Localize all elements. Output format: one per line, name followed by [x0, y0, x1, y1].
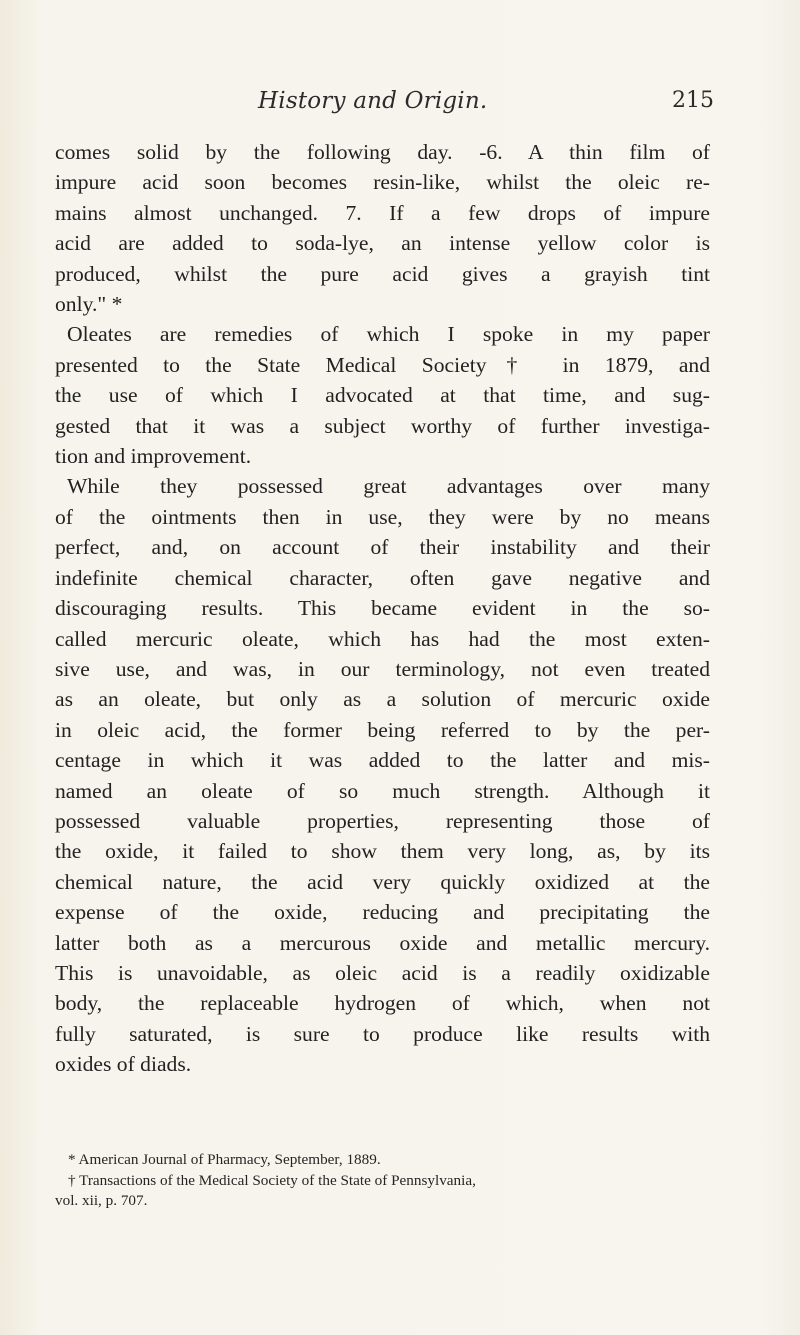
text-line: produced, whilst the pure acid gives a grayish tint: [55, 261, 710, 286]
footnote-continuation: vol. xii, p. 707.: [55, 1192, 148, 1209]
text-line: centage in which it was added to the latter and mis-: [55, 748, 710, 773]
text-line: in oleic acid, the former being referred to by the per-: [55, 717, 710, 742]
page-number: 215: [672, 88, 714, 113]
body-text: [55, 137, 710, 1080]
text-line: perfect, and, on account of their instability and their: [55, 535, 710, 560]
text-line: indefinite chemical character, often gave negative and: [55, 565, 710, 590]
text-line: comes solid by the following day. -6. A thin film of: [55, 140, 710, 164]
text-line: sive use, and was, in our terminology, not even treated: [55, 656, 710, 681]
footnote: † Transactions of the Medical Society of the State of Pennsylvania,: [68, 1171, 476, 1189]
text-line: tion and improvement.: [55, 444, 252, 469]
text-line: Oleates are remedies of which I spoke in my paper: [67, 322, 710, 347]
footnotes: [55, 1150, 710, 1212]
page-header: [0, 88, 800, 122]
text-line: of the ointments then in use, they were by no means: [55, 504, 710, 529]
text-line: possessed valuable properties, representing those of: [55, 808, 710, 833]
text-line: oxides of diads.: [55, 1052, 192, 1077]
text-line: latter both as a mercurous oxide and metallic mercury.: [55, 930, 710, 955]
text-line: body, the replaceable hydrogen of which, when not: [55, 991, 710, 1016]
text-line: expense of the oxide, reducing and precipitating the: [55, 900, 710, 925]
running-head: History and Origin.: [258, 88, 488, 114]
text-line: discouraging results. This became evident in the so-: [55, 596, 710, 621]
footnote: * American Journal of Pharmacy, September, 1889.: [68, 1151, 381, 1168]
text-line: called mercuric oleate, which has had the most exten-: [55, 626, 710, 651]
text-line: gested that it was a subject worthy of further investiga-: [55, 413, 710, 438]
text-line: the oxide, it failed to show them very long, as, by its: [55, 839, 710, 864]
text-line: the use of which I advocated at that time, and sug-: [55, 383, 710, 408]
text-line: fully saturated, is sure to produce like results with: [55, 1021, 710, 1046]
text-line: named an oleate of so much strength. Although it: [55, 778, 710, 803]
text-line: as an oleate, but only as a solution of mercuric oxide: [55, 687, 710, 712]
text-line: only." *: [55, 292, 123, 317]
text-line: impure acid soon becomes resin-like, whilst the oleic re-: [55, 170, 710, 195]
text-line: chemical nature, the acid very quickly oxidized at the: [55, 869, 710, 894]
text-line: presented to the State Medical Society† in 1879, and: [55, 352, 710, 377]
text-line: This is unavoidable, as oleic acid is a readily oxidizable: [55, 960, 710, 985]
text-line: mains almost unchanged. 7. If a few drops of impure: [55, 200, 710, 225]
text-line: acid are added to soda-lye, an intense yellow color is: [55, 231, 710, 256]
text-line: While they possessed great advantages over many: [67, 474, 710, 499]
